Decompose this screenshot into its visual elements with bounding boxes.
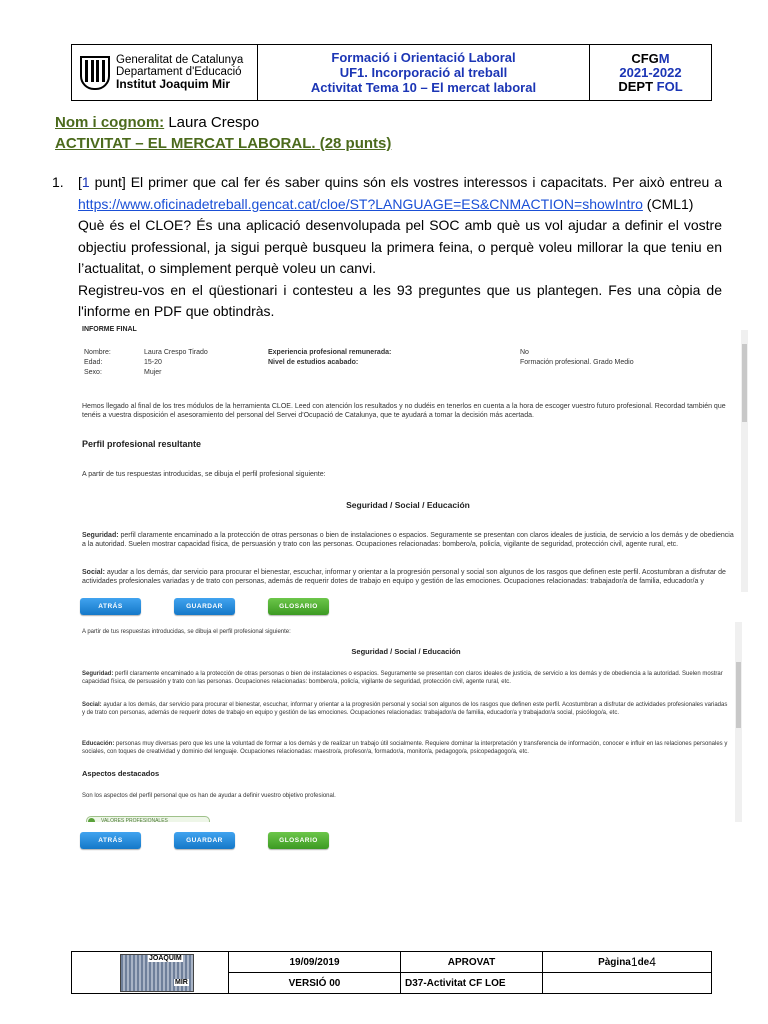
footer-approved: APROVAT [447, 956, 496, 968]
sex-label: Sexo: [84, 369, 102, 376]
highlights-text: Son los aspectos del perfil personal que os han de ayudar a definir vuestro objetivo profesional. [82, 793, 336, 799]
save-button-2[interactable]: GUARDAR [174, 832, 235, 849]
profile-result-2: Seguridad / Social / Educación [351, 647, 461, 656]
student-name-label: Nom i cognom: [55, 114, 165, 131]
report-title: INFORME FINAL [82, 326, 137, 333]
activity-title: ACTIVITAT – EL MERCAT LABORAL. (28 punts) [55, 135, 392, 152]
experience-value: No [520, 349, 529, 356]
scrollbar-thumb[interactable] [742, 344, 747, 422]
scrollbar-2[interactable] [735, 622, 742, 822]
profile-result: Seguridad / Social / Educación [346, 500, 470, 510]
footer-version: VERSIÓ 00 [229, 972, 400, 993]
name-value: Laura Crespo Tirado [144, 349, 208, 356]
unit-title: UF1. Incorporació al treball [339, 65, 508, 80]
document-footer [71, 951, 712, 994]
education-level-label: Nivel de estudios acabado: [268, 359, 359, 366]
age-value: 15-20 [144, 359, 162, 366]
footer-logo: JOAQUIM MIR [72, 952, 229, 993]
expand-icon [88, 818, 95, 822]
student-name-line [55, 114, 259, 131]
back-button-2[interactable]: ATRÁS [80, 832, 141, 849]
department: DEPT FOL [618, 79, 683, 94]
document-header [71, 44, 712, 101]
question-1 [52, 172, 722, 323]
cloe-link[interactable]: https://www.oficinadetreball.gencat.cat/cloe/ST?LANGUAGE=ES&CNMACTION=showIntro [78, 195, 643, 212]
footer-doc-code: D37-Activitat CF LOE [401, 972, 542, 993]
organization-text [116, 54, 243, 91]
glossary-button-2[interactable]: GLOSARIO [268, 832, 329, 849]
org-name: Generalitat de Catalunya [116, 54, 244, 66]
nav-buttons-1 [80, 598, 329, 615]
cycle-code: CFGM [631, 51, 670, 66]
values-pill[interactable]: VALORES PROFESIONALES [86, 816, 210, 822]
education-level-value: Formación profesional. Grado Medio [520, 359, 634, 366]
generalitat-seal-icon [80, 56, 110, 90]
header-meta [590, 45, 711, 100]
scrollbar-thumb-2[interactable] [736, 662, 741, 728]
header-organization [72, 45, 258, 100]
question-number: 1. [52, 174, 64, 190]
report-screenshot-1 [78, 322, 748, 594]
footer-page-number: Pàgina 1 de 4 [598, 955, 656, 969]
report-screenshot-2 [78, 622, 742, 822]
profile-section-title: Perfil profesional resultante [82, 439, 202, 449]
highlights-title: Aspectos destacados [82, 769, 160, 778]
report-intro: Hemos llegado al final de los tres módulos de la herramienta CLOE. Leed con atención los resultados y no dudéis en tenerlos en cuenta a la hora de escoger vuestro futuro profesional. Recordad también que tenéis a vuestra disposición el asesoramiento del personal del Servei d'Ocupació de Catalunya, que te ayudará a tomar la decisión más acertada. [82, 403, 726, 419]
activity-subtitle: Activitat Tema 10 – El mercat laboral [310, 80, 537, 95]
school-year: 2021-2022 [619, 65, 682, 80]
question-paragraph-3: Registreu-vos en el qüestionari i contesteu a les 93 preguntes que us plantegen. Fes una còpia de l'informe en PDF que obtindràs. [78, 281, 722, 319]
question-paragraph-1: [1 punt] El primer que cal fer és saber quins són els vostres interessos i capacitats. Per això entreu a https://www.oficinadetreball.gencat.cat/cloe/ST?LANGUAGE=ES&CNMACTION=showIntro (CML1) [78, 174, 722, 212]
question-paragraph-2: Què és el CLOE? És una aplicació desenvolupada pel SOC amb què us vol ajudar a definir el vostre objectiu professional, ja sigui perquè busqueu la primera feina, o perquè voleu millorar la que teniu en l’actualitat, o simplement perquè voleu un canvi. [78, 217, 722, 276]
social-description-2: Social: ayudar a los demás, dar servicio para procurar el bienestar, escuchar, informar y orientar a la progresión personal y social son algunos de los rasgos que definen este perfil. Acostumbran a disfrutar de actividades profesionales variadas y de trato con personas, además de requerir dotes de trabajo en equipo y gestión de las emociones. Ocupaciones relacionadas: trabajador/a de familia, educador/a y trabajador/a social, psicólogo/a, etc. [82, 702, 728, 716]
experience-label: Experiencia profesional remunerada: [268, 349, 392, 356]
profile-intro-2: A partir de tus respuestas introducidas, se dibuja el perfil profesional siguiente: [82, 629, 291, 635]
question-body [78, 172, 722, 323]
save-button[interactable]: GUARDAR [174, 598, 235, 615]
security-description: Seguridad: perfil claramente encaminado a la protección de otras personas o bien de instalaciones o espacios. Seguramente se presentan con claros ideales de justicia, de servicio a los demás y de obediencia a la autoridad. Suelen mostrar capacidad física, de persuasión y trato con las personas. Ocupaciones relacionadas: bombero/a, policía, vigilante de seguridad, protección civil, agente rural, etc. [82, 532, 734, 548]
security-description-2: Seguridad: perfil claramente encaminado a la protección de otras personas o bien de instalaciones o espacios. Seguramente se presentan con claros ideales de justicia, de servicio a los demás y de obediencia a la autoridad. Suelen mostrar capacidad física, de persuasión y trato con las personas. Ocupaciones relacionadas: bombero/a, policía, vigilante de seguridad, protección civil, agente rural, etc. [82, 671, 723, 685]
profile-intro: A partir de tus respuestas introducidas, se dibuja el perfil profesional siguiente: [82, 471, 326, 478]
org-school: Institut Joaquim Mir [116, 77, 230, 91]
education-description-2: Educación: personas muy diversas pero que les une la voluntad de formar a los demás y de realizar un trabajo útil socialmente. Requiere dominar la interpretación y transferencia de información, conocer e influir en las relaciones personales y sociales, con toques de creatividad y dominio del lenguaje. Ocupaciones relacionadas: maestro/a, profesor/a, formador/a, monitor/a, pedagogo/a, psicopedagogo/a, etc. [82, 741, 728, 755]
student-name: Laura Crespo [164, 114, 260, 131]
age-label: Edad: [84, 359, 103, 366]
nav-buttons-2 [80, 832, 329, 849]
sex-value: Mujer [144, 369, 162, 376]
name-label: Nombre: [84, 349, 111, 356]
footer-date: 19/09/2019 [289, 956, 340, 968]
question-points: 1 [81, 174, 90, 190]
social-description: Social: ayudar a los demás, dar servicio para procurar el bienestar, escuchar, informar y orientar a la progresión personal y social son algunos de los rasgos que definen este perfil. Acostumbran a disfrutar de actividades profesionales variadas y de trato con personas, además de requerir dotes de trabajo en equipo y gestión de las emociones. Ocupaciones relacionadas: trabajador/a de familia, educador/a y [82, 569, 726, 585]
org-department: Departament d'Educació [116, 66, 242, 78]
header-title [258, 45, 590, 100]
glossary-button[interactable]: GLOSARIO [268, 598, 329, 615]
scrollbar[interactable] [741, 330, 748, 592]
back-button[interactable]: ATRÁS [80, 598, 141, 615]
course-title: Formació i Orientació Laboral [331, 50, 516, 65]
